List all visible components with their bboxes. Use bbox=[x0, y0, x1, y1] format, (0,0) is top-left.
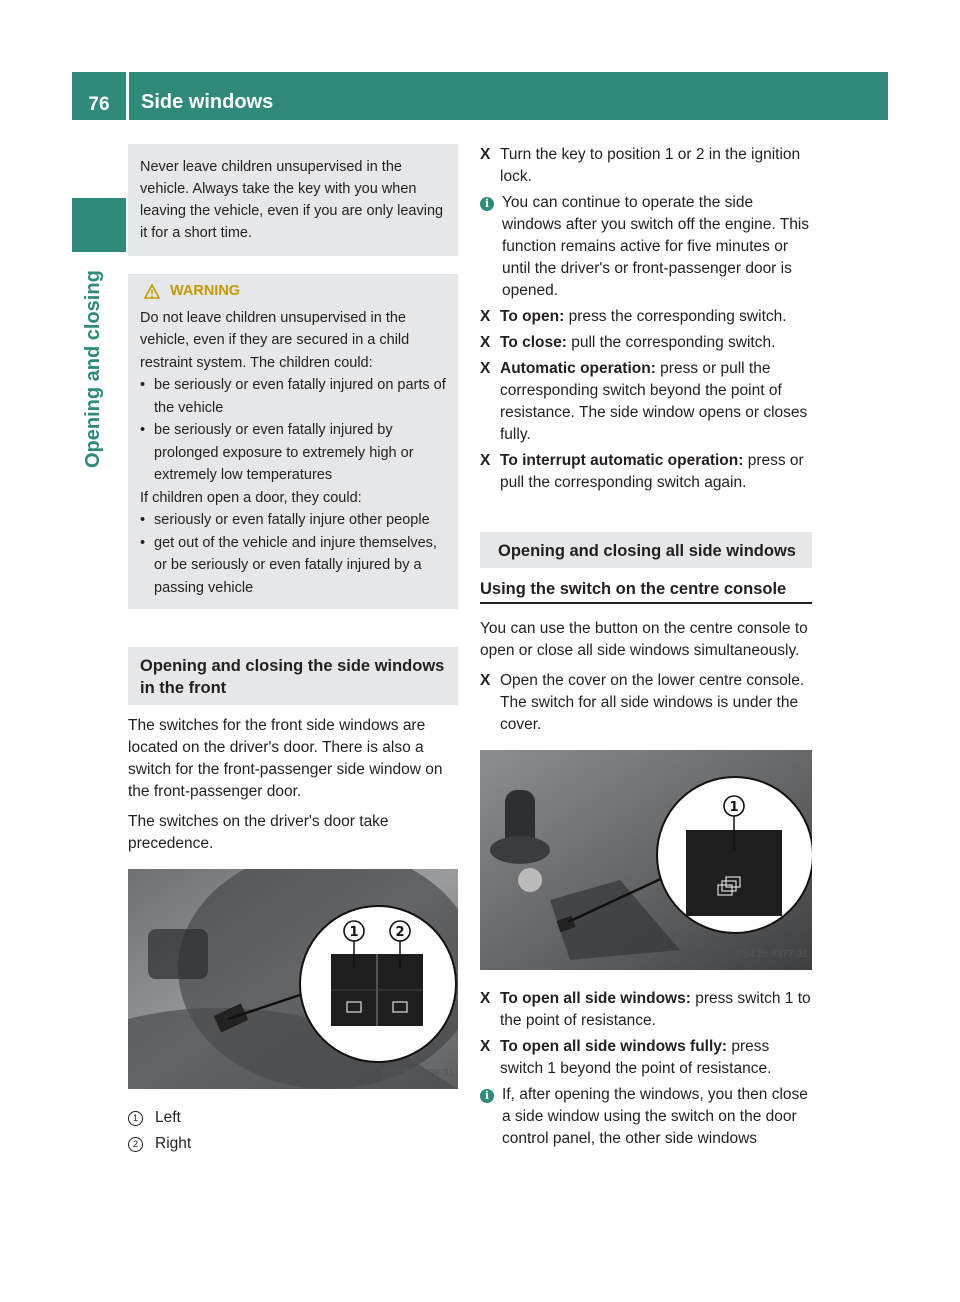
page-number: 76 bbox=[72, 72, 126, 120]
centre-console-photo bbox=[480, 750, 812, 970]
info-icon: i bbox=[480, 197, 494, 211]
warning-box bbox=[128, 274, 458, 609]
warning-intro: Do not leave children unsupervised in the vehicle, even if they are secured in a child restraint system. The children could: bbox=[140, 309, 410, 371]
warning-title: WARNING bbox=[170, 283, 241, 299]
section-heading-all: Opening and closing all side windows bbox=[480, 532, 812, 568]
paragraph: You can use the button on the centre console to open or close all side windows simultaneously. bbox=[480, 620, 808, 659]
list-item: • get out of the vehicle and injure themselves, or be seriously or even fatally injured by a passing vehicle bbox=[140, 534, 437, 596]
warning-mid: If children open a door, they could: bbox=[140, 489, 362, 506]
list-item: • be seriously or even fatally injured by prolonged exposure to extremely high or extremely low temperatures bbox=[140, 422, 414, 483]
info-icon: i bbox=[480, 1089, 494, 1103]
page-title: Side windows bbox=[129, 72, 888, 120]
note-text: Never leave children unsupervised in the vehicle. Always take the key with you when leaving the vehicle, even if you are only leaving it for a short time. bbox=[140, 159, 444, 241]
callout-1: 1 bbox=[349, 925, 359, 940]
paragraph: The switches on the driver's door take precedence. bbox=[128, 813, 389, 852]
image-code: P54.25-8377-31 bbox=[736, 949, 808, 960]
step-item: X To open: press the corresponding switch. bbox=[480, 308, 787, 325]
step-item: X Open the cover on the lower centre console. The switch for all side windows is under the cover. bbox=[480, 672, 805, 733]
subheading: Using the switch on the centre console bbox=[480, 578, 812, 604]
list-item: • be seriously or even fatally injured on parts of the vehicle bbox=[140, 377, 446, 416]
step-item: X Turn the key to position 1 or 2 in the ignition lock. bbox=[480, 146, 801, 185]
list-item: • seriously or even fatally injure other people bbox=[140, 512, 430, 528]
callout-1: 1 bbox=[729, 800, 739, 815]
caption-right: 2 Right bbox=[128, 1133, 458, 1155]
step-item: X To open all side windows: press switch 1 to the point of resistance. bbox=[480, 990, 811, 1029]
warning-header bbox=[144, 280, 450, 303]
info-note: i If, after opening the windows, you then close a side window using the switch on the door control panel, the other side windows bbox=[480, 1084, 812, 1150]
step-item: X To close: pull the corresponding switch. bbox=[480, 334, 776, 351]
section-heading-front: Opening and closing the side windows in the front bbox=[128, 647, 458, 705]
paragraph: The switches for the front side windows are located on the driver's door. There is also a switch for the front-passenger side window on the front-passenger door. bbox=[128, 717, 443, 800]
step-item: X To interrupt automatic operation: press or pull the corresponding switch again. bbox=[480, 452, 804, 491]
caption-left: 1 Left bbox=[128, 1107, 458, 1129]
left-column bbox=[128, 144, 458, 1159]
chapter-label: Opening and closing bbox=[82, 270, 104, 468]
chapter-tab bbox=[72, 198, 126, 252]
centre-console-illustration bbox=[480, 750, 812, 970]
image-code: P54.25-8338-31 bbox=[382, 1068, 454, 1079]
door-switch-photo bbox=[128, 869, 458, 1089]
step-item: X To open all side windows fully: press switch 1 beyond the point of resistance. bbox=[480, 1038, 772, 1077]
callout-2: 2 bbox=[395, 925, 405, 940]
door-switch-illustration bbox=[128, 869, 458, 1089]
right-column bbox=[480, 144, 812, 1154]
note-box bbox=[128, 144, 458, 256]
warning-triangle-icon bbox=[144, 284, 160, 299]
step-item: X Automatic operation: press or pull the corresponding switch beyond the point of resistance. The side window opens or closes fully. bbox=[480, 360, 808, 443]
info-note: i You can continue to operate the side windows after you switch off the engine. This function remains active for five minutes or until the driver's or front-passenger door is opened. bbox=[480, 192, 812, 302]
